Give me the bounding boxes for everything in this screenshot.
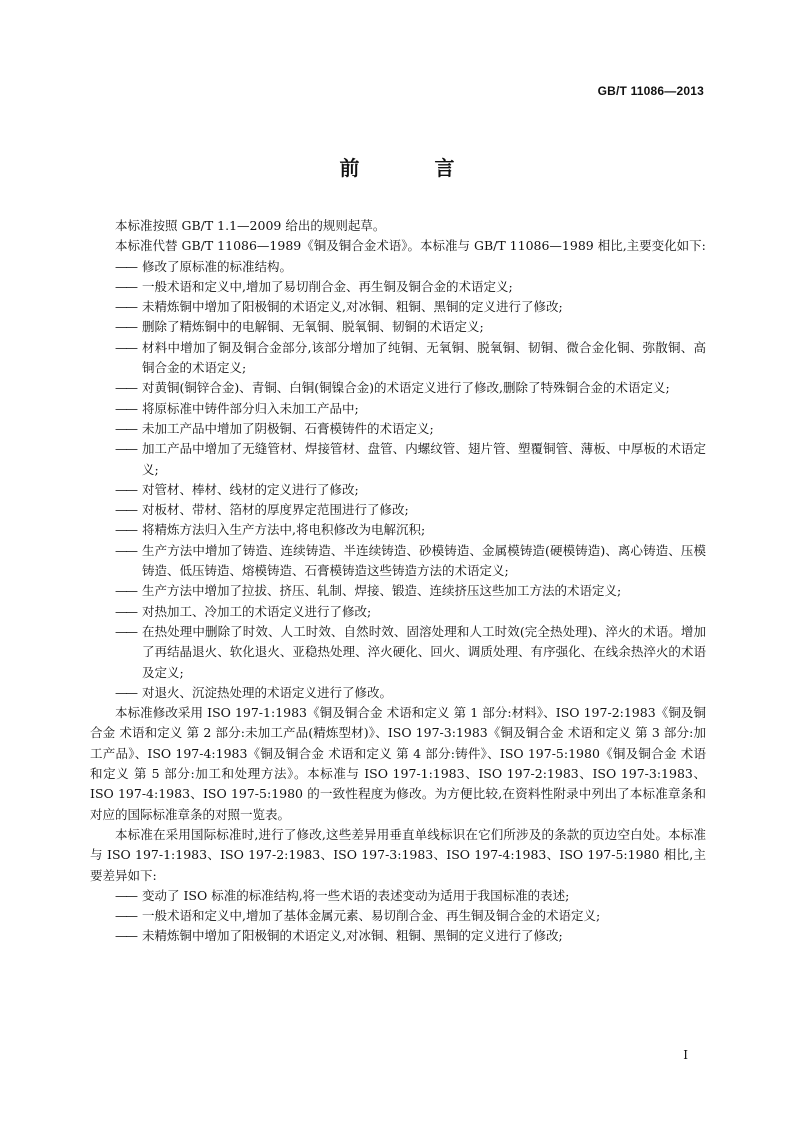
- list-item: [90, 581, 706, 601]
- list-item-text: 删除了精炼铜中的电解铜、无氧铜、脱氧铜、韧铜的术语定义;: [142, 319, 484, 335]
- differences-list: [90, 886, 706, 947]
- list-item-text: 加工产品中增加了无缝管材、焊接管材、盘管、内螺纹管、翅片管、塑覆铜管、薄板、中厚板的术语定义;: [142, 441, 706, 477]
- list-item: [90, 297, 706, 317]
- dash-marker: ——: [115, 258, 136, 274]
- dash-marker: ——: [115, 339, 136, 355]
- dash-marker: ——: [115, 441, 136, 457]
- list-item-text: 将精炼方法归入生产方法中,将电积修改为电解沉积;: [142, 522, 426, 538]
- dash-marker: ——: [115, 623, 136, 639]
- list-item: [90, 338, 706, 379]
- list-item-text: 生产方法中增加了铸造、连续铸造、半连续铸造、砂模铸造、金属模铸造(硬模铸造)、离心铸造、压模铸造、低压铸造、熔模铸造、石膏模铸造这些铸造方法的术语定义;: [142, 542, 706, 579]
- list-item-text: 将原标准中铸件部分归入未加工产品中;: [142, 400, 359, 416]
- list-item-text: 未精炼铜中增加了阳极铜的术语定义,对冰铜、粗铜、黑铜的定义进行了修改;: [142, 928, 563, 944]
- list-item: [90, 541, 706, 582]
- dash-marker: ——: [115, 481, 136, 497]
- dash-marker: ——: [115, 908, 136, 924]
- dash-marker: ——: [115, 928, 136, 944]
- list-item-text: 对退火、沉淀热处理的术语定义进行了修改。: [142, 684, 393, 700]
- list-item: [90, 277, 706, 297]
- dash-marker: ——: [115, 583, 136, 599]
- changes-list: [90, 257, 706, 704]
- dash-marker: ——: [115, 380, 136, 396]
- list-item: [90, 886, 706, 906]
- list-item: [90, 257, 706, 277]
- list-item-text: 对黄铜(铜锌合金)、青铜、白铜(铜镍合金)的术语定义进行了修改,删除了特殊铜合金的术语定义;: [142, 380, 670, 396]
- list-item: [90, 622, 706, 683]
- list-item: [90, 317, 706, 337]
- dash-marker: ——: [115, 278, 136, 294]
- dash-marker: ——: [115, 542, 136, 558]
- dash-marker: ——: [115, 420, 136, 436]
- list-item: [90, 439, 706, 480]
- standard-code: GB/T 11086—2013: [597, 84, 704, 98]
- list-item-text: 对管材、棒材、线材的定义进行了修改;: [142, 481, 359, 497]
- iso-paragraph: 本标准修改采用 ISO 197-1:1983《铜及铜合金 术语和定义 第 1 部分:材料》、ISO 197-2:1983《铜及铜合金 术语和定义 第 2 部分:未加工产品(精炼型材)》、ISO 197-3:1983《铜及铜合金 术语和定义 第 3 部分:加工产品》、ISO 197-4:1983《铜及铜合金 术语和定义 第 4 部分:铸件》、ISO 197-5:1980《铜及铜合金 术语和定义 第 5 部分:加工和处理方法》。本标准与 ISO 197-1:1983、ISO 197-2:1983、ISO 197-3:1983、ISO 197-4:1983、ISO 197-5:1980 的一致性程度为修改。为方便比较,在资料性附录中列出了本标准章条和对应的国际标准章条的对照一览表。: [90, 705, 706, 822]
- dash-marker: ——: [115, 299, 136, 315]
- list-item-text: 一般术语和定义中,增加了易切削合金、再生铜及铜合金的术语定义;: [142, 278, 513, 294]
- dash-marker: ——: [115, 502, 136, 518]
- dash-marker: ——: [115, 319, 136, 335]
- list-item: [90, 378, 706, 398]
- dash-marker: ——: [115, 887, 136, 903]
- list-item: [90, 906, 706, 926]
- dash-marker: ——: [115, 522, 136, 538]
- intro-paragraph: 本标准代替 GB/T 11086—1989《铜及铜合金术语》。本标准与 GB/T 11086—1989 相比,主要变化如下:: [115, 238, 706, 254]
- list-item: [90, 683, 706, 703]
- list-item-text: 未加工产品中增加了阴极铜、石膏模铸件的术语定义;: [142, 420, 434, 436]
- intro-paragraph: 本标准按照 GB/T 1.1—2009 给出的规则起草。: [115, 218, 386, 233]
- page-number: I: [683, 1048, 688, 1062]
- list-item: [90, 480, 706, 500]
- list-item: [90, 419, 706, 439]
- foreword-body: [90, 216, 706, 947]
- list-item: [90, 602, 706, 622]
- list-item-text: 未精炼铜中增加了阳极铜的术语定义,对冰铜、粗铜、黑铜的定义进行了修改;: [142, 299, 563, 315]
- list-item-text: 对板材、带材、箔材的厚度界定范围进行了修改;: [142, 502, 409, 518]
- list-item-text: 材料中增加了铜及铜合金部分,该部分增加了纯铜、无氧铜、脱氧铜、韧铜、微合金化铜、弥散铜、高铜合金的术语定义;: [142, 339, 706, 376]
- list-item-text: 对热加工、冷加工的术语定义进行了修改;: [142, 603, 372, 619]
- dash-marker: ——: [115, 400, 136, 416]
- list-item: [90, 926, 706, 946]
- dash-marker: ——: [115, 684, 136, 700]
- list-item-text: 一般术语和定义中,增加了基体金属元素、易切削合金、再生铜及铜合金的术语定义;: [142, 908, 601, 924]
- list-item: [90, 500, 706, 520]
- dash-marker: ——: [115, 603, 136, 619]
- page-title: 前 言: [339, 156, 489, 180]
- iso-paragraph: 本标准在采用国际标准时,进行了修改,这些差异用垂直单线标识在它们所涉及的条款的页边空白处。本标准与 ISO 197-1:1983、ISO 197-2:1983、ISO 197-3:1983、ISO 197-4:1983、ISO 197-5:1980 相比,主要差异如下:: [90, 826, 706, 883]
- list-item: [90, 520, 706, 540]
- list-item-text: 在热处理中删除了时效、人工时效、自然时效、固溶处理和人工时效(完全热处理)、淬火的术语。增加了再结晶退火、软化退火、亚稳热处理、淬火硬化、回火、调质处理、有序强化、在线余热淬火的术语及定义;: [142, 623, 706, 680]
- list-item-text: 修改了原标准的标准结构。: [142, 258, 293, 274]
- list-item: [90, 399, 706, 419]
- list-item-text: 生产方法中增加了拉拔、挤压、轧制、焊接、锻造、连续挤压这些加工方法的术语定义;: [142, 583, 622, 599]
- list-item-text: 变动了 ISO 标准的标准结构,将一些术语的表述变动为适用于我国标准的表述;: [142, 887, 570, 903]
